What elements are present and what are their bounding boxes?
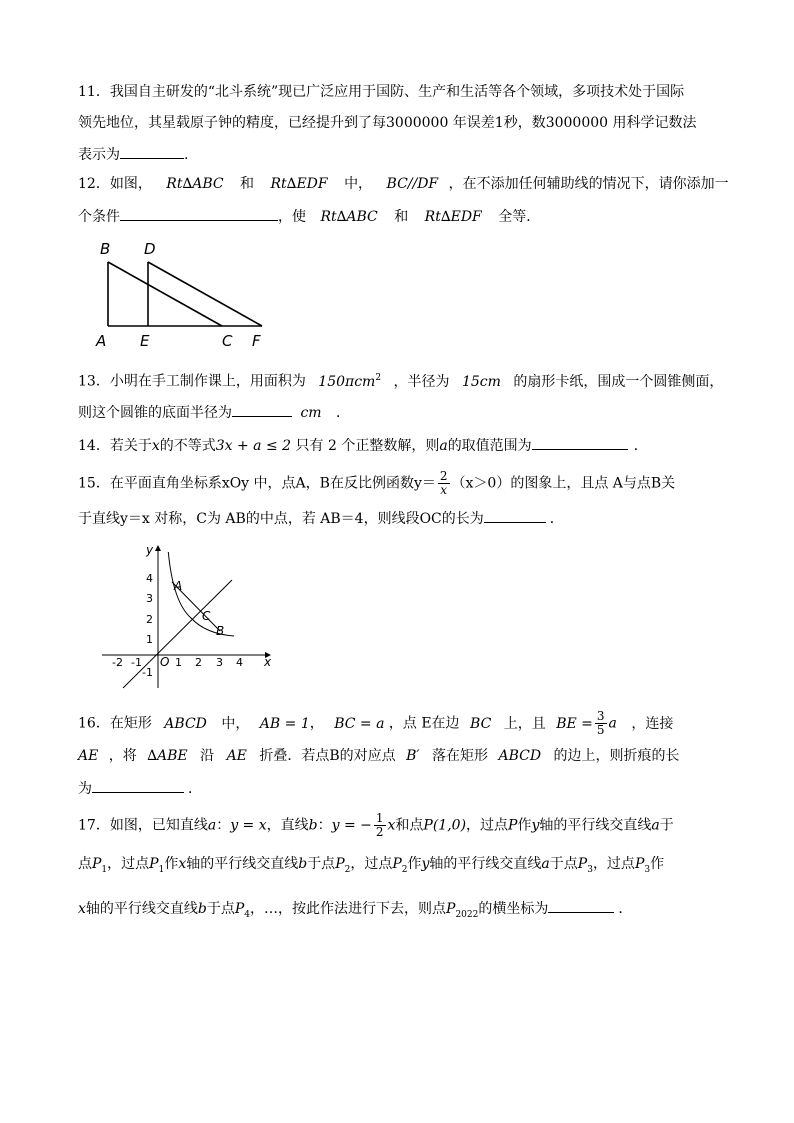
x-tick-4: 4: [236, 656, 243, 669]
y-axis-label: y: [146, 543, 154, 557]
q16-bc: BC = a: [334, 715, 385, 732]
q17-parallel-b-2: 轴的平行线交直线: [85, 901, 198, 917]
x-tick-neg1: -1: [131, 656, 142, 669]
q17-p1-b: P: [149, 856, 159, 872]
q17-line-b: ，直线: [266, 817, 309, 834]
q14-end: ．: [633, 438, 648, 454]
q17-colon-2: ：: [317, 817, 332, 834]
q14-a: a: [439, 438, 448, 454]
q12-line-1: [78, 174, 729, 194]
q11-line-3: [78, 144, 188, 165]
q16-fold: 折叠．若点B的对应点: [259, 748, 396, 764]
q13-ask: 则这个圆锥的底面半径为: [78, 405, 232, 421]
q12-cond: 个条件: [78, 209, 120, 225]
q15-graph: [94, 538, 278, 692]
q17-p1-b-sub: 1: [158, 864, 165, 875]
q17-p3-b: P: [634, 856, 645, 872]
q17-end: ．: [618, 901, 633, 917]
q13-radius: 15cm: [461, 373, 501, 390]
q16-ab: AB = 1: [259, 715, 310, 732]
q17-p4-sub: 4: [244, 909, 251, 920]
q17-p1: P: [92, 856, 102, 872]
q16-is: 为: [78, 781, 92, 797]
q17-p4: P: [234, 901, 245, 917]
x-axis-label: x: [264, 655, 272, 669]
q16-b-prime: B′: [406, 748, 420, 764]
q17-y-2: y: [421, 856, 430, 872]
q16-be-a: a: [608, 715, 617, 732]
q17-p2-b-sub: 2: [401, 864, 408, 875]
q12-triangles-figure: [92, 236, 272, 352]
q17-p3-b-sub: 3: [644, 864, 651, 875]
q11-text: 表示为: [78, 147, 120, 163]
q11-answer-blank[interactable]: [120, 144, 184, 159]
q17-a-3: a: [541, 856, 550, 872]
q12-and: 和: [240, 176, 255, 192]
q16-be: BE =: [556, 715, 593, 732]
q13-end: ．: [336, 405, 351, 421]
q17-parallel-a: 轴的平行线交直线: [539, 817, 652, 834]
q16-numerator: 3: [596, 709, 605, 723]
q17-and-point: 和点: [395, 817, 424, 834]
point-b-label: B: [216, 624, 225, 638]
label-c: C: [222, 332, 233, 350]
q17-through: ，过点: [466, 817, 509, 834]
label-f: F: [252, 332, 261, 350]
q17-continue: ，…，按此作法进行下去，则点: [250, 901, 447, 917]
q12-answer-blank[interactable]: [120, 206, 278, 221]
q13-area: 150πcm: [318, 373, 376, 390]
q15-answer-blank[interactable]: [484, 508, 546, 523]
y-tick-3: 3: [146, 592, 153, 605]
q17-fraction: [374, 812, 386, 839]
q16-crease: 的边上，则折痕的长: [553, 748, 680, 764]
q17-eq-a: y = x: [230, 817, 267, 834]
q17-make-3: 作: [650, 856, 665, 872]
q16-line-1: [78, 710, 673, 737]
q16-and: 上，且: [503, 715, 546, 732]
q17-make: 作: [517, 817, 532, 834]
q12-line-2: [78, 206, 540, 227]
q16-bc-2: BC: [470, 715, 492, 732]
q17-point-p: P(1,0): [423, 817, 467, 834]
q17-parallel-b: 轴的平行线交直线: [186, 856, 299, 872]
q15-line-1: [78, 470, 675, 497]
q17-pn: P: [446, 901, 456, 917]
label-e: E: [140, 332, 150, 350]
q13-line-2: [78, 402, 350, 423]
q12-rt-edf-2: Rt∆EDF: [424, 209, 482, 225]
q17-eq-b-post: x: [387, 817, 396, 834]
q13-intro: 13．小明在手工制作课上，用面积为: [78, 373, 306, 390]
q15-line-2: [78, 508, 564, 529]
point-c-label: C: [202, 609, 211, 623]
x-tick-3: 3: [216, 656, 223, 669]
q16-abcd-2: ABCD: [498, 748, 542, 764]
q17-ask: 的横坐标为: [478, 901, 549, 917]
q14-line-1: [78, 435, 648, 456]
q17-intro: 17．如图，已知直线: [78, 817, 208, 834]
q17-x: x: [178, 856, 187, 872]
q12-rt-abc-2: Rt∆ABC: [320, 209, 378, 225]
q17-p3: P: [577, 856, 588, 872]
q17-numerator: 1: [375, 811, 384, 825]
q15-end: ．: [549, 511, 564, 527]
q14-inequality: 3x + a ≤ 2: [215, 438, 292, 454]
q17-through-3: ，过点: [592, 856, 635, 872]
q14-text-c: 只有 2 个正整数解，则: [295, 438, 440, 454]
q16-ae-2: AE: [226, 748, 247, 764]
q11-line-1: 11．我国自主研发的“北斗系统”现已广泛应用于国防、生产和生活等各个领域，多项技术处于国际: [78, 84, 685, 100]
q17-eq-b-pre: y = −: [331, 817, 372, 834]
q11-end: .: [184, 147, 189, 163]
q15-intro: 15．在平面直角坐标系xOy 中，点A，B在反比例函数: [78, 475, 414, 492]
q15-y: y＝: [413, 475, 436, 492]
q17-through-1: ，过点: [107, 856, 150, 872]
label-a: A: [96, 332, 107, 350]
q13-answer-blank[interactable]: [232, 402, 292, 417]
y-tick-labels: [142, 572, 153, 679]
q16-triangle: ∆ABE: [147, 748, 188, 764]
q13-square: 2: [375, 373, 382, 383]
q17-at-point-3: 于点: [206, 901, 235, 917]
y-tick-2: 2: [146, 613, 153, 626]
q16-on-rect: 落在矩形: [432, 748, 489, 764]
q17-through-2: ，过点: [350, 856, 393, 872]
q17-parallel-a-2: 轴的平行线交直线: [429, 856, 542, 872]
q17-p2: P: [335, 856, 345, 872]
q14-text-d: 的取值范围为: [447, 438, 532, 454]
q17-line-2: [78, 854, 664, 880]
q16-ae: AE: [78, 748, 99, 764]
q17-b-3: b: [197, 901, 207, 917]
q16-along: 沿: [200, 748, 215, 764]
q13-line-1: [78, 368, 723, 392]
q12-rt-abc: Rt∆ABC: [166, 176, 224, 192]
q17-p1-sub: 1: [101, 864, 108, 875]
q14-ineq-label: 的不等式: [159, 438, 216, 454]
y-tick-neg1: -1: [142, 666, 153, 679]
q12-mid: 中，: [344, 176, 373, 192]
q17-a: a: [207, 817, 217, 834]
q16-line-2: [78, 746, 680, 766]
q12-and-2: 和: [394, 209, 409, 225]
q12-congruent: 全等．: [498, 209, 541, 225]
q12-intro: 12．如图，: [78, 176, 152, 192]
q16-mid: 中，: [221, 715, 250, 732]
q17-b-2: b: [298, 856, 308, 872]
q17-p2-b: P: [392, 856, 402, 872]
q12-text-b: ，在不添加任何辅助线的情况下，请你添加一: [448, 176, 729, 192]
x-tick-1: 1: [175, 656, 182, 669]
q13-radius-label: ，半径为: [393, 373, 450, 390]
q13-text-c: 的扇形卡纸，围成一个圆锥侧面，: [513, 373, 724, 390]
q12-parallel: BC//DF: [386, 176, 439, 192]
q16-fold-intro: ，将: [108, 748, 137, 764]
q15-fraction: [438, 470, 450, 497]
q16-fraction: [595, 710, 607, 737]
q17-y: y: [531, 817, 540, 834]
q17-p: P: [508, 817, 518, 834]
q17-denominator: 2: [375, 825, 384, 839]
y-tick-1: 1: [146, 633, 153, 646]
q17-answer-blank[interactable]: [548, 898, 614, 913]
q17-p3-sub: 3: [587, 864, 593, 875]
q17-make-1: 作: [164, 856, 179, 872]
q12-make: ，使: [278, 209, 306, 225]
q17-b: b: [308, 817, 318, 834]
point-a-label: A: [174, 579, 183, 593]
q13-unit: cm: [300, 405, 322, 421]
q15-denominator: x: [440, 483, 448, 497]
q17-x-2: x: [78, 901, 86, 917]
q17-line-1: [78, 812, 674, 839]
q16-intro: 16．在矩形: [78, 715, 152, 732]
x-tick-neg2: -2: [112, 656, 123, 669]
q16-denominator: 5: [596, 723, 605, 737]
q15-text-b: （x＞0）的图象上，且点 A与点B关: [451, 475, 676, 492]
q17-make-2: 作: [407, 856, 422, 872]
y-tick-4: 4: [146, 572, 153, 585]
q17-at-point-2: 于点: [549, 856, 578, 872]
q16-abcd: ABCD: [164, 715, 207, 732]
q15-text-2: 于直线y＝x 对称，C为 AB的中点，若 AB＝4，则线段OC的长为: [78, 511, 484, 527]
q17-line-3: [78, 898, 632, 925]
q15-numerator: 2: [439, 469, 448, 483]
q17-at-point: 于点: [307, 856, 336, 872]
x-tick-2: 2: [195, 656, 202, 669]
q17-colon-1: ：: [216, 817, 231, 834]
q16-connect: ，连接: [631, 715, 674, 732]
q17-at: 于: [659, 817, 674, 834]
q14-intro: 14．若关于: [78, 438, 152, 454]
q17-a-2: a: [651, 817, 660, 834]
q11-line-2: 领先地位，其星载原子钟的精度，已经提升到了每3000000 年误差1秒，数3000000 用科学记数法: [78, 115, 697, 131]
q17-point: 点: [78, 856, 92, 872]
q17-pn-sub: 2022: [455, 909, 479, 920]
q17-p2-sub: 2: [344, 864, 351, 875]
label-d: D: [144, 240, 156, 258]
q16-point-e: ，点 E在边: [388, 715, 460, 732]
q16-answer-blank[interactable]: [92, 778, 184, 793]
q14-answer-blank[interactable]: [532, 435, 628, 450]
origin-label: O: [160, 655, 170, 669]
q16-comma: ，: [309, 715, 324, 732]
x-tick-labels: [112, 656, 243, 669]
label-b: B: [100, 240, 111, 258]
q12-rt-edf: Rt∆EDF: [270, 176, 328, 192]
q14-x: x: [151, 438, 160, 454]
q16-line-3: [78, 778, 202, 799]
q16-end: ．: [188, 781, 202, 797]
